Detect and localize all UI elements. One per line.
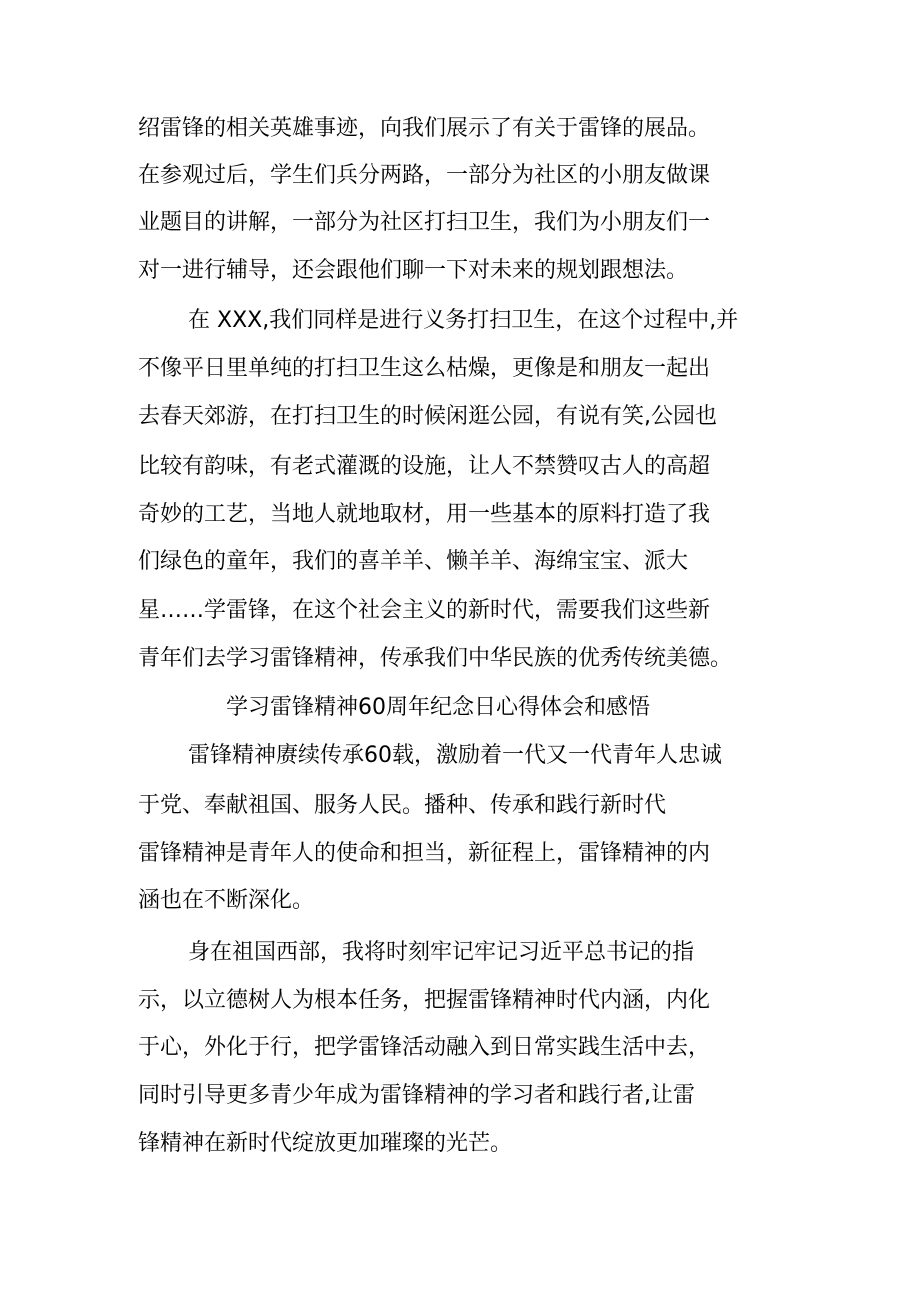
- paragraph-line: 在参观过后，学生们兵分两路，一部分为社区的小朋友做课: [138, 163, 711, 188]
- paragraph-line: 锋精神在新时代绽放更加璀璨的光芒。: [138, 1131, 513, 1156]
- paragraph-line: 们绿色的童年，我们的喜羊羊、懒羊羊、海绵宝宝、派大: [138, 549, 689, 574]
- paragraph-line: 身在祖国西部，我将时刻牢记牢记习近平总书记的指: [188, 940, 695, 965]
- paragraph-line: 同时引导更多青少年成为雷锋精神的学习者和践行者,让雷: [138, 1083, 695, 1108]
- paragraph-line: 绍雷锋的相关英雄事迹，向我们展示了有关于雷锋的展品。: [138, 116, 711, 141]
- paragraph-line: 于党、奉献祖国、服务人民。播种、传承和践行新时代: [138, 793, 667, 818]
- paragraph-line: 奇妙的工艺，当地人就地取材，用一些基本的原料打造了我: [138, 502, 711, 527]
- paragraph-line: 雷锋精神赓续传承60载，激励着一代又一代青年人忠诚: [188, 743, 722, 768]
- paragraph-line: 去春天郊游，在打扫卫生的时候闲逛公园，有说有笑,公园也: [138, 404, 717, 429]
- paragraph-line: 在 XXX,我们同样是进行义务打扫卫生，在这个过程中,并: [188, 308, 739, 333]
- paragraph-line: 不像平日里单纯的打扫卫生这么枯燥，更像是和朋友一起出: [138, 356, 711, 381]
- paragraph-line: 于心，外化于行，把学雷锋活动融入到日常实践生活中去，: [138, 1035, 711, 1060]
- paragraph-line: 示，以立德树人为根本任务，把握雷锋精神时代内涵，内化: [138, 988, 711, 1013]
- paragraph-line: 对一进行辅导，还会跟他们聊一下对未来的规划跟想法。: [138, 258, 689, 283]
- paragraph-line: 业题目的讲解，一部分为社区打扫卫生，我们为小朋友们一: [138, 210, 711, 235]
- paragraph-line: 比较有韵味，有老式灌溉的设施，让人不禁赞叹古人的高超: [138, 454, 711, 479]
- section-title: 学习雷锋精神60周年纪念日心得体会和感悟: [226, 695, 650, 720]
- paragraph-line: 雷锋精神是青年人的使命和担当，新征程上，雷锋精神的内: [138, 841, 711, 866]
- paragraph-line: 青年们去学习雷锋精神，传承我们中华民族的优秀传统美德。: [138, 646, 733, 671]
- paragraph-line: 涵也在不断深化。: [138, 888, 315, 913]
- paragraph-line: 星……学雷锋，在这个社会主义的新时代，需要我们这些新: [138, 598, 711, 623]
